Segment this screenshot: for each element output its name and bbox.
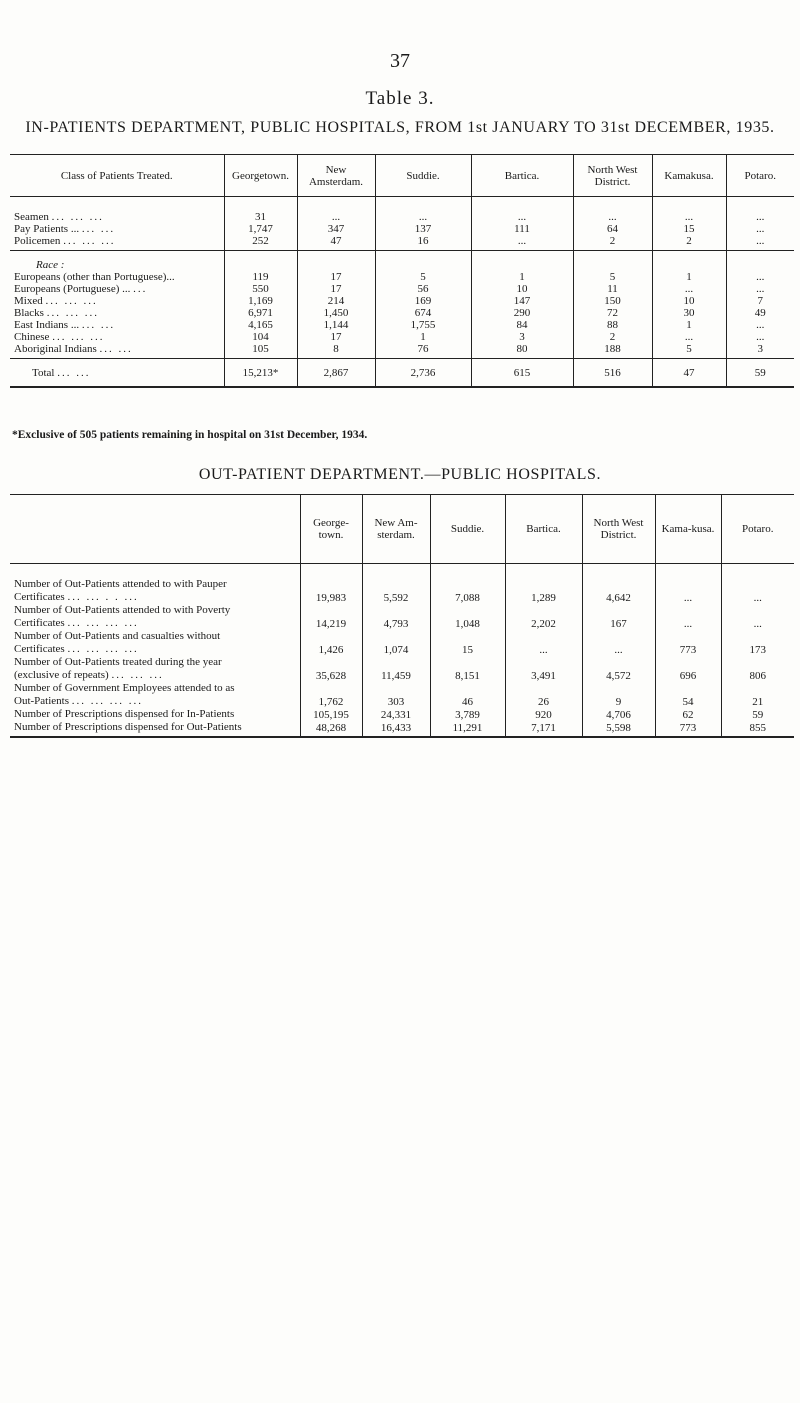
row-leader: ... ... [81,319,116,331]
cell-value: ... [726,319,794,331]
cell-value: 11 [573,283,652,295]
cell-value: 5 [573,271,652,283]
table-row [10,251,794,272]
table-row [10,319,794,331]
cell-value: 920 [505,708,582,721]
cell-value: 49 [726,307,794,319]
cell-value: 188 [573,343,652,359]
cell-value: 105,195 [300,708,362,721]
cell-value: 14,219 [300,604,362,630]
cell-value: ... [297,197,375,224]
table-row [10,343,794,359]
column-header: North West District. [573,155,652,197]
row-label-text: Pay Patients ... [14,223,80,235]
table-row [10,331,794,343]
empty-cell [297,251,375,272]
row-leader: ... ... ... ... [67,617,139,629]
cell-value: 290 [471,307,573,319]
cell-value: 137 [375,223,471,235]
cell-value: 4,642 [582,564,655,605]
cell-value: ... [726,331,794,343]
cell-value: 1,755 [375,319,471,331]
row-label-text: Certificates [14,643,65,655]
cell-value: 72 [573,307,652,319]
cell-value: 4,706 [582,708,655,721]
cell-value: 104 [224,331,297,343]
cell-value: 8,151 [430,656,505,682]
cell-value: 31 [224,197,297,224]
outpatient-heading: OUT-PATIENT DEPARTMENT.—PUBLIC HOSPITALS. [198,466,602,483]
cell-value: 2 [573,331,652,343]
row-label-text: Blacks [14,307,44,319]
table-row [10,197,794,224]
row-label-line1: Number of Government Employees attended to as [14,682,235,694]
cell-value: ... [655,604,721,630]
cell-value: 64 [573,223,652,235]
cell-value: 1 [652,319,726,331]
table-row [10,271,794,283]
row-label [10,721,300,737]
row-label [10,271,224,283]
cell-value: 21 [721,682,794,708]
cell-value: 2,867 [297,359,375,388]
row-label-text: Total [32,366,55,379]
column-header: Bartica. [505,495,582,564]
cell-value: 173 [721,630,794,656]
row-leader: ... ... ... ... [67,643,139,655]
cell-value: 1,747 [224,223,297,235]
cell-value: 3,789 [430,708,505,721]
row-label-line2 [14,617,296,630]
table-title: Table 3. [365,88,435,109]
empty-cell [652,251,726,272]
cell-value: ... [505,630,582,656]
cell-value: ... [726,197,794,224]
cell-value: 11,291 [430,721,505,737]
footnote: *Exclusive of 505 patients remaining in hospital on 31st December, 1934. [12,429,368,441]
cell-value: 4,165 [224,319,297,331]
table-row [10,682,794,708]
cell-value: 1,048 [430,604,505,630]
table-row [10,235,794,251]
row-label [10,223,224,235]
cell-value: 1 [375,331,471,343]
outpatient-table [10,494,794,738]
cell-value: 1,144 [297,319,375,331]
row-leader: ... ... [99,343,133,355]
cell-value: 8 [297,343,375,359]
cell-value: 2 [573,235,652,251]
cell-value: 88 [573,319,652,331]
row-label-line1: Number of Out-Patients attended to with Poverty [14,604,231,616]
column-header: Georgetown. [224,155,297,197]
cell-value: 5 [652,343,726,359]
cell-value: 56 [375,283,471,295]
cell-value: 17 [297,331,375,343]
cell-value: 347 [297,223,375,235]
cell-value: 1,762 [300,682,362,708]
cell-value: 5,592 [362,564,430,605]
row-leader: ... ... [57,366,91,379]
cell-value: ... [726,235,794,251]
table-row [10,656,794,682]
cell-value: 1,450 [297,307,375,319]
column-header: George-town. [300,495,362,564]
cell-value: 3,491 [505,656,582,682]
row-leader: ... [133,283,148,295]
cell-value: 214 [297,295,375,307]
cell-value: 167 [582,604,655,630]
cell-value: 15 [430,630,505,656]
column-header: Suddie. [430,495,505,564]
cell-value: ... [652,283,726,295]
row-label-text: Seamen [14,211,49,223]
column-header [10,495,300,564]
cell-value: 80 [471,343,573,359]
row-label-line1: Number of Out-Patients and casualties without [14,630,221,642]
row-label-text: Out-Patients [14,695,69,707]
row-leader: ... ... ... [46,307,99,319]
cell-value: 773 [655,630,721,656]
cell-value: 9 [582,682,655,708]
cell-value: 1,426 [300,630,362,656]
cell-value: 696 [655,656,721,682]
table-row [10,283,794,295]
column-header: Suddie. [375,155,471,197]
row-label [10,295,224,307]
cell-value: 54 [655,682,721,708]
cell-value: 1,289 [505,564,582,605]
cell-value: 5,598 [582,721,655,737]
row-label [10,604,300,630]
empty-cell [573,251,652,272]
cell-value: ... [375,197,471,224]
row-label-line2 [14,708,296,721]
row-label-text: East Indians ... [14,319,80,331]
row-leader: ... ... ... ... [71,695,143,707]
inpatient-table [10,154,794,388]
row-label [10,708,300,721]
column-header: Potaro. [726,155,794,197]
row-label-line1: Number of Out-Patients attended to with Pauper [14,578,227,590]
column-header: Potaro. [721,495,794,564]
row-label-text: Number of Prescriptions dispensed for Out-Patients [14,721,242,733]
row-label [10,197,224,224]
row-label [10,682,300,708]
cell-value: 15,213* [224,359,297,388]
cell-value: 4,572 [582,656,655,682]
row-leader: ... ... ... [111,669,164,681]
row-label-text: Europeans (other than Portuguese)... [14,271,175,283]
column-header: Class of Patients Treated. [10,155,224,197]
row-label [10,359,224,388]
table-row [10,604,794,630]
cell-value: 47 [652,359,726,388]
table-row [10,223,794,235]
cell-value: 35,628 [300,656,362,682]
row-label-text: Number of Prescriptions dispensed for In-Patients [14,708,235,720]
row-label-text: Certificates [14,617,65,629]
cell-value: 516 [573,359,652,388]
cell-value: 773 [655,721,721,737]
table-row [10,359,794,388]
cell-value: 76 [375,343,471,359]
row-label [10,283,224,295]
cell-value: ... [726,283,794,295]
cell-value: 26 [505,682,582,708]
empty-cell [224,251,297,272]
cell-value: ... [726,271,794,283]
cell-value: 3 [726,343,794,359]
cell-value: ... [721,604,794,630]
cell-value: 2,202 [505,604,582,630]
row-leader: ... ... ... [45,295,98,307]
row-label [10,343,224,359]
row-label-text: Certificates [14,591,65,603]
column-header: Kama-kusa. [655,495,721,564]
row-leader: ... ... . . ... [67,591,139,603]
cell-value: 2 [652,235,726,251]
row-leader: ... ... ... [51,211,104,223]
cell-value: 15 [652,223,726,235]
cell-value: 17 [297,271,375,283]
table-row [10,564,794,605]
cell-value: 62 [655,708,721,721]
cell-value: 47 [297,235,375,251]
cell-value: ... [721,564,794,605]
cell-value: 169 [375,295,471,307]
cell-value: ... [655,564,721,605]
table-row [10,307,794,319]
cell-value: 7,088 [430,564,505,605]
empty-cell [375,251,471,272]
cell-value: 84 [471,319,573,331]
row-label [10,564,300,605]
table-row [10,630,794,656]
cell-value: 150 [573,295,652,307]
cell-value: 6,971 [224,307,297,319]
cell-value: 16,433 [362,721,430,737]
cell-value: 10 [652,295,726,307]
cell-value: ... [471,235,573,251]
cell-value: 11,459 [362,656,430,682]
column-header: New Am-sterdam. [362,495,430,564]
row-label-text: Mixed [14,295,43,307]
inpatient-header-row [10,155,794,197]
row-label [10,235,224,251]
cell-value: 17 [297,283,375,295]
cell-value: 674 [375,307,471,319]
row-leader: ... ... ... [52,331,105,343]
cell-value: 10 [471,283,573,295]
empty-cell [726,251,794,272]
cell-value: 855 [721,721,794,737]
row-leader: ... ... ... [63,235,116,247]
cell-value: 1,074 [362,630,430,656]
page-number: 37 [390,50,410,72]
table-row [10,721,794,737]
cell-value: 46 [430,682,505,708]
column-header: New Amsterdam. [297,155,375,197]
row-label-line2 [14,643,296,656]
row-label [10,319,224,331]
row-label [10,331,224,343]
cell-value: 1,169 [224,295,297,307]
cell-value: ... [652,331,726,343]
cell-value: ... [582,630,655,656]
cell-value: 1 [652,271,726,283]
row-label-line2 [14,591,296,604]
cell-value: 4,793 [362,604,430,630]
cell-value: 111 [471,223,573,235]
row-label-text: Europeans (Portuguese) ... [14,283,131,295]
row-leader: ... ... [81,223,116,235]
cell-value: 105 [224,343,297,359]
cell-value: ... [652,197,726,224]
cell-value: 24,331 [362,708,430,721]
outpatient-header-row [10,495,794,564]
cell-value: 7 [726,295,794,307]
row-label-line2 [14,669,296,682]
cell-value: 30 [652,307,726,319]
row-label-text: Policemen [14,235,61,247]
empty-cell [471,251,573,272]
cell-value: 7,171 [505,721,582,737]
cell-value: 2,736 [375,359,471,388]
cell-value: 615 [471,359,573,388]
row-label [10,307,224,319]
cell-value: 59 [726,359,794,388]
column-header: Bartica. [471,155,573,197]
column-header: Kamakusa. [652,155,726,197]
cell-value: 59 [721,708,794,721]
column-header: North West District. [582,495,655,564]
race-subheading: Race : [36,259,65,271]
cell-value: 3 [471,331,573,343]
cell-value: ... [573,197,652,224]
cell-value: 119 [224,271,297,283]
row-label-text: (exclusive of repeats) [14,669,109,681]
row-label [10,630,300,656]
inpatient-heading: IN-PATIENTS DEPARTMENT, PUBLIC HOSPITALS, FROM 1st JANUARY TO 31st DECEMBER, 1935. [25,119,775,136]
row-label-line2 [14,721,296,734]
cell-value: 303 [362,682,430,708]
table-row [10,708,794,721]
cell-value: 147 [471,295,573,307]
table-row [10,295,794,307]
row-label-text: Aboriginal Indians [14,343,97,355]
row-label-line1: Number of Out-Patients treated during the year [14,656,222,668]
cell-value: ... [471,197,573,224]
cell-value: 48,268 [300,721,362,737]
cell-value: 550 [224,283,297,295]
cell-value: 252 [224,235,297,251]
cell-value: 19,983 [300,564,362,605]
cell-value: 16 [375,235,471,251]
cell-value: ... [726,223,794,235]
cell-value: 806 [721,656,794,682]
row-label [10,656,300,682]
row-label-text: Chinese [14,331,50,343]
cell-value: 5 [375,271,471,283]
cell-value: 1 [471,271,573,283]
row-label-line2 [14,695,296,708]
